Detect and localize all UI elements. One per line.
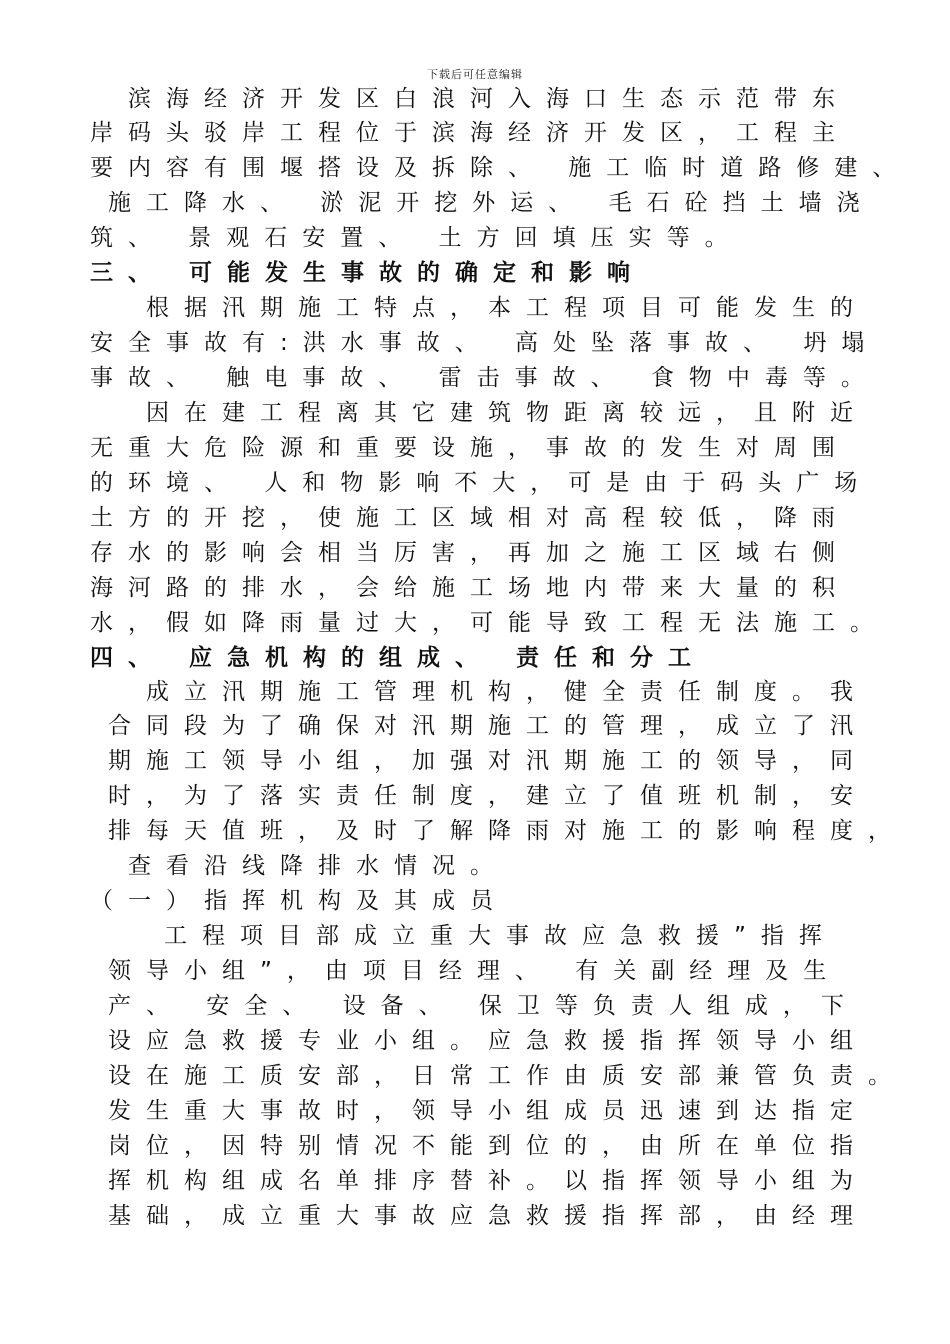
section-three-paragraph-line: 事故、 触电事故、 雷击事故、 食物中毒等。	[90, 365, 879, 391]
section-four-paragraph-line: 查看沿线降排水情况。	[128, 853, 508, 879]
section-four-paragraph-line: 排每天值班，及时了解降雨对施工的影响程度，	[108, 818, 906, 844]
section-three-paragraph-line: 的环境、 人和物影响不大，可是由于码头广场	[90, 470, 873, 496]
project-description-line: 要内容有围堰搭设及拆除、 施工临时道路修建、	[90, 155, 911, 181]
section-three-paragraph-line: 海河路的排水，会给施工场地内带来大量的积	[90, 575, 850, 601]
section-three-paragraph-line: 因在建工程离其它建筑物距离较远，且附近	[146, 400, 868, 426]
subsection-paragraph-line: 挥机构组成名单排序替补。以指挥领导小组为	[108, 1168, 868, 1194]
section-four-paragraph-line: 期施工领导小组，加强对汛期施工的领导，同	[108, 748, 868, 774]
subsection-heading: （一）指挥机构及其成员	[90, 888, 508, 914]
section-three-paragraph-line: 水，假如降雨量过大，可能导致工程无法施工。	[90, 610, 888, 636]
section-four-heading: 四、 应急机构的组成、 责任和分工	[90, 645, 707, 671]
subsection-paragraph-line: 基础，成立重大事故应急救援指挥部，由经理	[108, 1203, 868, 1229]
page-header-note: 下载后可任意编辑	[427, 68, 523, 81]
subsection-paragraph-line: 岗位，因特别情况不能到位的，由所在单位指	[108, 1133, 868, 1159]
subsection-paragraph-line: 工程项目部成立重大事故应急救援”指挥	[164, 923, 837, 949]
project-description-line: 筑、 景观石安置、 土方回填压实等。	[90, 225, 743, 251]
subsection-paragraph-line: 领导小组”，由项目经理、 有关副经理及生	[108, 958, 842, 984]
section-three-paragraph-line: 无重大危险源和重要设施，事故的发生对周围	[90, 435, 850, 461]
subsection-paragraph-line: 设在施工质安部，日常工作由质安部兼管负责。	[108, 1063, 906, 1089]
subsection-paragraph-line: 设应急救援专业小组。应急救援指挥领导小组	[108, 1028, 868, 1054]
project-description-line: 滨海经济开发区白浪河入海口生态示范带东	[128, 86, 850, 112]
section-four-paragraph-line: 合同段为了确保对汛期施工的管理，成立了汛	[108, 713, 868, 739]
section-four-paragraph-line: 成立汛期施工管理机构，健全责任制度。我	[146, 679, 868, 705]
section-three-paragraph-line: 存水的影响会相当厉害，再加之施工区域右侧	[90, 540, 850, 566]
section-three-heading: 三、 可能发生事故的确定和影响	[90, 260, 646, 286]
section-three-paragraph-line: 安全事故有:洪水事故、 高处坠落事故、 坍塌	[90, 330, 880, 356]
subsection-paragraph-line: 发生重大事故时，领导小组成员迅速到达指定	[108, 1098, 868, 1124]
project-description-line: 施工降水、 淤泥开挖外运、 毛石砼挡土墙浇	[108, 190, 875, 216]
section-three-paragraph-line: 根据汛期施工特点，本工程项目可能发生的	[146, 295, 868, 321]
subsection-paragraph-line: 产、 安全、 设备、 保卫等负责人组成，下	[108, 993, 859, 1019]
project-description-line: 岸码头驳岸工程位于滨海经济开发区，工程主	[90, 120, 850, 146]
section-four-paragraph-line: 时，为了落实责任制度，建立了值班机制，安	[108, 783, 868, 809]
section-three-paragraph-line: 土方的开挖，使施工区域相对高程较低，降雨	[90, 505, 850, 531]
